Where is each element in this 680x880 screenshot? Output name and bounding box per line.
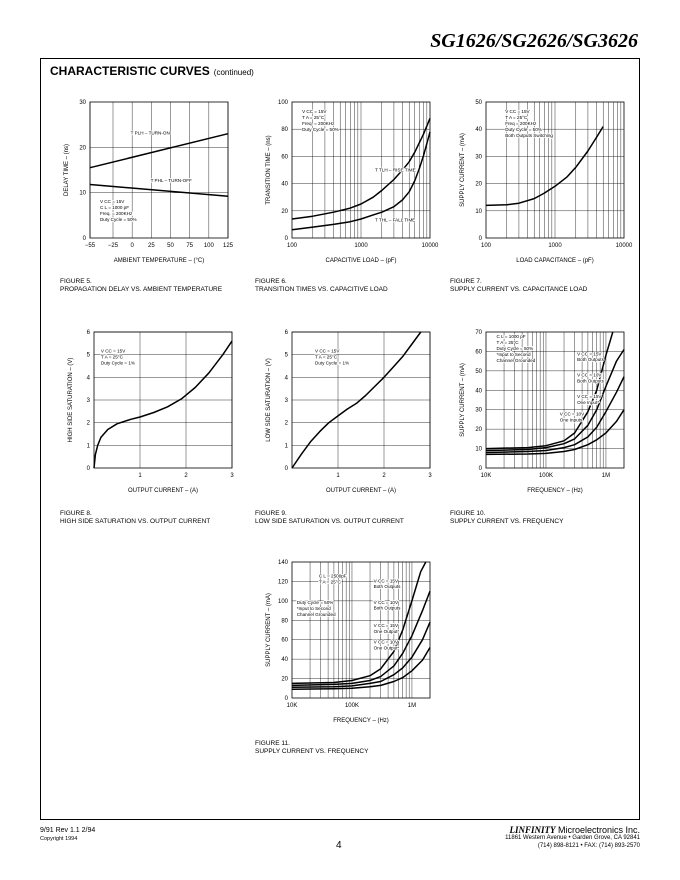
y-tick-label: 4 — [86, 375, 90, 382]
y-tick-label: 80 — [281, 127, 288, 134]
curve-label: V CC = 15V — [373, 623, 399, 629]
curve-label: T TLH – RISE TIME — [375, 167, 416, 173]
x-tick-label: 1M — [601, 473, 611, 479]
series-line-2 — [90, 185, 228, 197]
figure-11-chart — [252, 556, 442, 730]
series-line-1 — [90, 134, 228, 168]
note-line: V CC = 15V — [100, 348, 126, 354]
note-line: T A = 25°C — [505, 114, 528, 120]
x-axis-label: CAPACITIVE LOAD – (pF) — [325, 258, 397, 264]
x-tick-label: 50 — [167, 243, 174, 249]
company-address: 11861 Western Avenue • Garden Grove, CA 92841 — [505, 835, 640, 841]
x-tick-label: 100 — [480, 243, 492, 249]
note-line: V CC = 15V — [505, 108, 530, 114]
y-tick-label: 60 — [475, 349, 482, 356]
y-tick-label: 50 — [475, 368, 482, 375]
x-tick-label: 125 — [222, 243, 234, 249]
y-tick-label: 1 — [284, 443, 288, 450]
note-line: T A = 25°C — [318, 579, 341, 585]
note-line: Both Outputs Switching — [505, 132, 553, 138]
x-tick-label: −25 — [107, 243, 119, 249]
revision-info — [40, 826, 95, 844]
y-tick-label: 2 — [284, 420, 288, 427]
x-tick-label: 100K — [538, 473, 553, 479]
x-axis-label: FREQUENCY – (Hz) — [527, 488, 583, 494]
y-tick-label: 3 — [86, 398, 90, 404]
y-tick-label: 120 — [277, 579, 288, 586]
y-tick-label: 0 — [82, 236, 86, 242]
y-tick-label: 60 — [281, 637, 288, 644]
x-tick-label: 100K — [344, 703, 359, 709]
x-axis-label: AMBIENT TEMPERATURE – (°C) — [113, 258, 205, 264]
y-tick-label: 80 — [281, 618, 288, 625]
company-logo-text: LINFINITY — [509, 825, 556, 835]
y-tick-label: 40 — [475, 388, 482, 395]
y-tick-label: 20 — [281, 208, 288, 215]
figure-7-chart — [446, 96, 636, 270]
y-tick-label: 140 — [277, 560, 288, 566]
curve-label: V CC = 10V — [373, 639, 399, 645]
company-suffix: Microelectronics Inc. — [555, 825, 640, 835]
y-axis-label: SUPPLY CURRENT – (mA) — [266, 593, 272, 667]
y-tick-label: 2 — [86, 420, 90, 427]
note-line: T A = 25°C — [302, 114, 325, 120]
x-tick-label: 100 — [203, 243, 214, 249]
document-title: SG1626/SG2626/SG3626 — [430, 30, 638, 52]
note-line: Duty Cycle = 50% — [496, 345, 534, 351]
curve-label: Both Outputs — [577, 378, 604, 384]
x-tick-label: −55 — [84, 243, 96, 249]
y-tick-label: 0 — [478, 466, 482, 472]
y-tick-label: 70 — [475, 330, 482, 336]
x-axis-label: FREQUENCY – (Hz) — [333, 718, 389, 724]
y-tick-label: 5 — [86, 352, 90, 359]
x-tick-label: 1000 — [354, 243, 368, 249]
note-line: V CC = 15V — [99, 199, 125, 205]
x-tick-label: 0 — [130, 243, 134, 249]
y-tick-label: 100 — [277, 598, 288, 605]
y-tick-label: 20 — [475, 181, 482, 188]
x-axis-label: OUTPUT CURRENT – (A) — [325, 488, 397, 494]
y-tick-label: 4 — [284, 375, 288, 382]
note-line: Channel Grounded — [296, 611, 336, 617]
page-number: 4 — [336, 840, 342, 851]
y-tick-label: 50 — [475, 100, 482, 106]
revision-text: 9/91 Rev 1.1 2/94 — [40, 827, 96, 834]
curve-label: Both Outputs — [577, 357, 604, 363]
y-tick-label: 100 — [277, 100, 288, 106]
y-axis-label: TRANSITION TIME – (ns) — [266, 135, 272, 205]
x-tick-label: 3 — [230, 473, 234, 479]
x-tick-label: 25 — [147, 243, 155, 249]
x-tick-label: 10K — [286, 703, 298, 709]
note-line: Duty Cycle = 50% — [505, 126, 542, 132]
figure-10-chart — [446, 326, 636, 500]
x-tick-label: 1M — [407, 703, 417, 709]
y-axis-label: HIGH SIDE SATURATION – (V) — [68, 357, 74, 443]
note-line: Duty Cycle = 50% — [99, 217, 137, 223]
y-tick-label: 0 — [478, 236, 482, 242]
y-tick-label: 30 — [475, 154, 482, 161]
figure-6-chart — [252, 96, 442, 270]
curve-label: T THL – FALL TIME — [375, 217, 416, 223]
figure-11-caption: FIGURE 11. SUPPLY CURRENT VS. FREQUENCY — [255, 740, 369, 755]
curve-label: Both Outputs — [373, 584, 401, 590]
x-tick-label: 3 — [428, 473, 432, 479]
section-title — [50, 64, 254, 78]
y-tick-label: 6 — [284, 330, 288, 336]
note-line: *Input to Second — [496, 351, 531, 357]
note-line: Duty Cycle = 1% — [315, 360, 350, 366]
curve-label: One Inputs — [559, 417, 583, 423]
x-tick-label: 10000 — [615, 243, 633, 249]
company-info — [505, 826, 640, 850]
curve-label: One Output* — [373, 645, 400, 651]
figure-7-caption: FIGURE 7. SUPPLY CURRENT VS. CAPACITANCE LOAD — [450, 278, 588, 293]
y-tick-label: 10 — [475, 208, 482, 215]
y-axis-label: SUPPLY CURRENT – (mA) — [460, 133, 466, 207]
curve-label: One Output* — [373, 628, 400, 634]
y-tick-label: 0 — [86, 466, 90, 472]
note-line: T A = 25°C — [315, 354, 338, 360]
x-tick-label: 1000 — [548, 243, 562, 249]
note-line: Duty Cycle = 50% — [302, 126, 339, 132]
y-tick-label: 30 — [79, 100, 86, 106]
note-line: Channel Grounded — [496, 357, 536, 363]
y-tick-label: 10 — [475, 446, 482, 453]
x-tick-label: 10K — [480, 473, 492, 479]
y-tick-label: 1 — [86, 443, 90, 450]
y-axis-label: LOW SIDE SATURATION – (V) — [266, 358, 272, 442]
curve-label: T PHL – TURN-OFF — [150, 178, 192, 184]
section-subtitle: (continued) — [213, 68, 254, 77]
figure-5-chart — [50, 96, 240, 270]
y-tick-label: 3 — [284, 398, 288, 404]
y-tick-label: 30 — [475, 407, 482, 414]
y-tick-label: 0 — [284, 696, 288, 702]
curve-label: T PLH – TURN-ON — [130, 130, 170, 136]
figure-8-caption: FIGURE 8. HIGH SIDE SATURATION VS. OUTPUT CURRENT — [60, 510, 211, 525]
curve-label: V CC = 15V — [373, 578, 399, 584]
company-phone: (714) 898-8121 • FAX: (714) 893-2570 — [537, 843, 640, 849]
curve-label: V CC = 10V — [373, 599, 399, 605]
y-tick-label: 10 — [79, 190, 86, 197]
curve-label: V CC = 10V — [577, 372, 602, 378]
y-tick-label: 20 — [475, 427, 482, 434]
y-axis-label: SUPPLY CURRENT – (mA) — [460, 363, 466, 437]
note-line: V CC = 15V — [302, 108, 327, 114]
curve-label: V CC = 15V — [577, 351, 602, 357]
y-tick-label: 0 — [284, 466, 288, 472]
note-line: T A = 25°C — [496, 339, 519, 345]
figure-9-caption: FIGURE 9. LOW SIDE SATURATION VS. OUTPUT CURRENT — [255, 510, 404, 525]
note-line: Freq. = 200KHz — [302, 120, 335, 126]
note-line: Duty Cycle = 50% — [296, 599, 334, 605]
copyright-text: Copyright 1994 — [40, 836, 78, 842]
y-tick-label: 20 — [79, 145, 86, 152]
company-name — [505, 826, 640, 834]
note-line: V CC = 15V — [315, 348, 340, 354]
y-tick-label: 20 — [281, 676, 288, 683]
y-tick-label: 5 — [284, 352, 288, 359]
note-line: *Input to Second — [296, 605, 331, 611]
note-line: C L = 2500pF — [318, 573, 347, 579]
y-tick-label: 6 — [86, 330, 90, 336]
section-title-text: CHARACTERISTIC CURVES — [50, 64, 210, 78]
x-tick-label: 100 — [286, 243, 298, 249]
note-line: C L = 1000 pF — [99, 205, 130, 211]
y-tick-label: 40 — [475, 127, 482, 134]
note-line: Freq. = 200KHz — [99, 211, 133, 217]
note-line: Duty Cycle = 1% — [100, 360, 135, 366]
x-tick-label: 75 — [186, 243, 194, 249]
x-axis-label: LOAD CAPACITANCE – (pF) — [516, 258, 594, 264]
note-line: T A = 25°C — [100, 354, 123, 360]
x-tick-label: 1 — [336, 473, 340, 479]
x-tick-label: 2 — [184, 473, 188, 479]
x-tick-label: 10000 — [421, 243, 439, 249]
curve-label: Both Outputs — [373, 605, 401, 611]
x-tick-label: 2 — [382, 473, 386, 479]
y-tick-label: 60 — [281, 154, 288, 161]
series-line-1 — [486, 127, 603, 206]
y-tick-label: 40 — [281, 657, 288, 664]
y-tick-label: 0 — [284, 236, 288, 242]
y-tick-label: 40 — [281, 181, 288, 188]
figure-5-caption: FIGURE 5. PROPAGATION DELAY VS. AMBIENT TEMPERATURE — [60, 278, 223, 293]
note-line: C L = 1000 pF — [496, 333, 526, 339]
figure-9-chart — [252, 326, 442, 500]
curve-label: V CC = 10V — [559, 411, 585, 417]
curve-label: One Input* — [577, 399, 600, 405]
figure-6-caption: FIGURE 6. TRANSITION TIMES VS. CAPACITIVE LOAD — [255, 278, 388, 293]
figure-8-chart — [54, 326, 244, 500]
note-line: Freq = 200KHz — [505, 120, 537, 126]
figure-10-caption: FIGURE 10. SUPPLY CURRENT VS. FREQUENCY — [450, 510, 564, 525]
y-axis-label: DELAY TIME – (ns) — [64, 143, 70, 197]
x-axis-label: OUTPUT CURRENT – (A) — [127, 488, 199, 494]
curve-label: V CC = 15V — [577, 394, 602, 400]
x-tick-label: 1 — [138, 473, 142, 479]
